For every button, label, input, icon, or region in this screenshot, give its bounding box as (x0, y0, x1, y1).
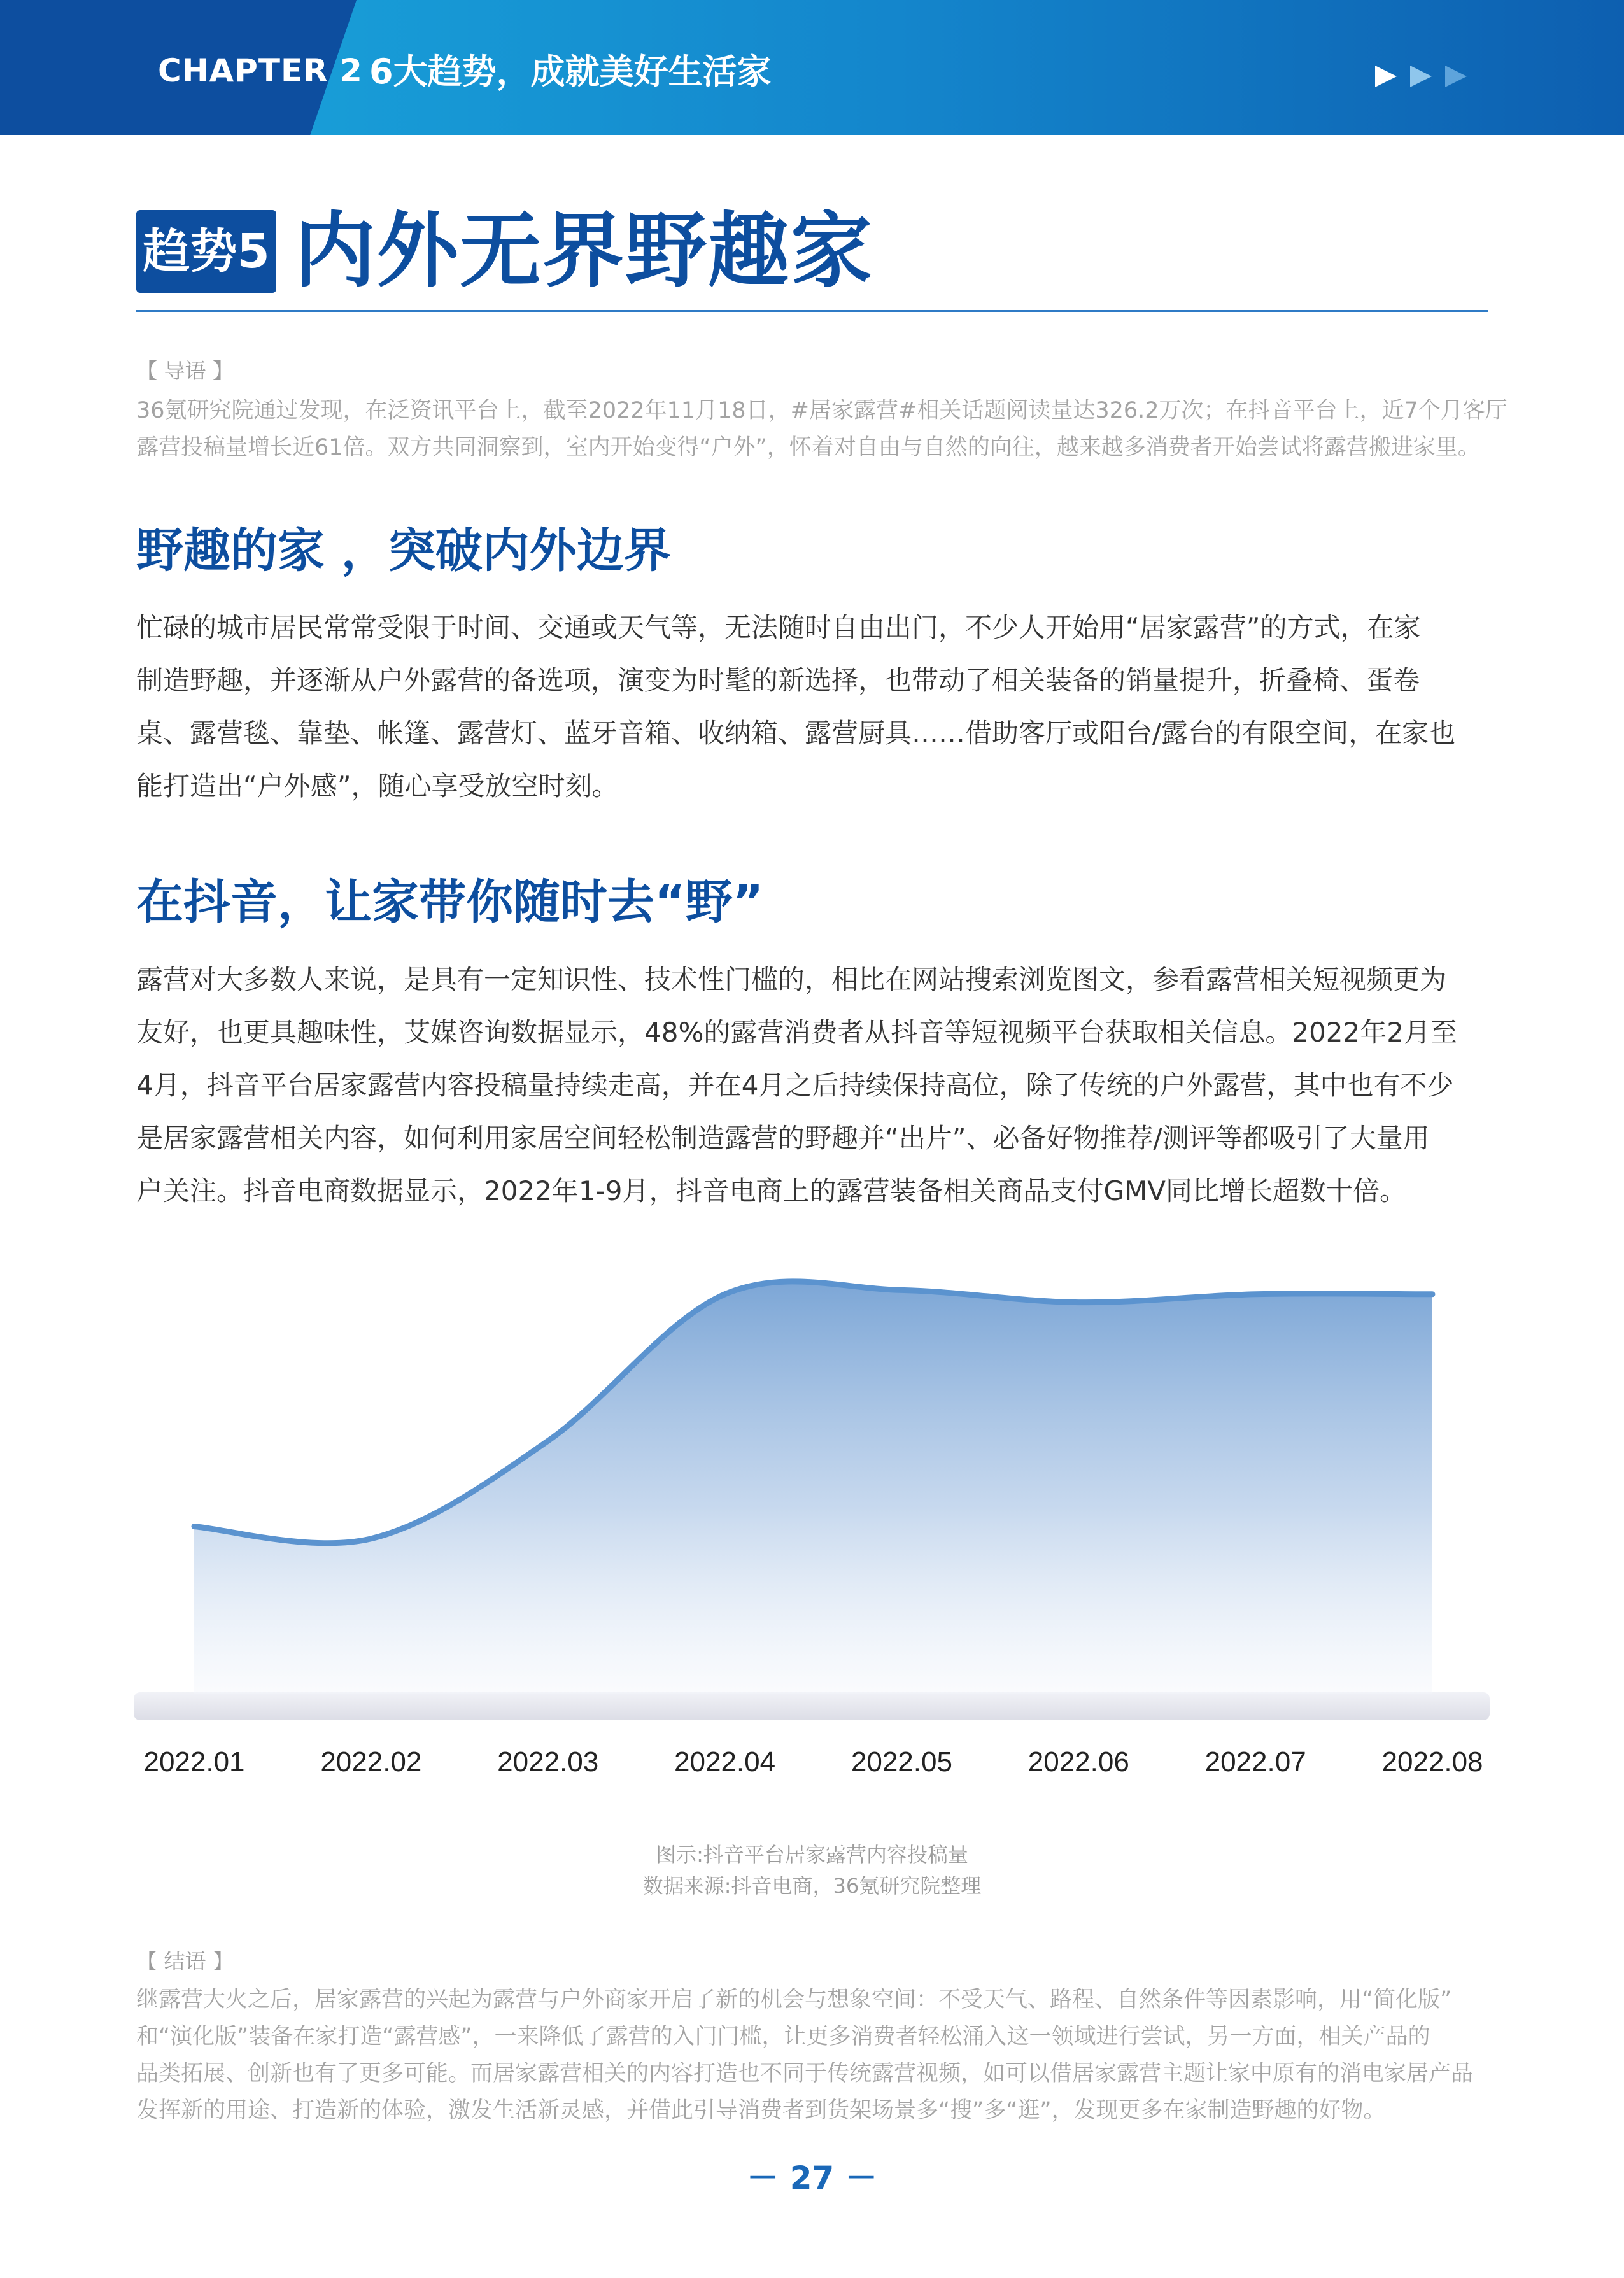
chart-point (1431, 1293, 1434, 1296)
paragraph-line: 是居家露营相关内容，如何利用家居空间轻松制造露营的野趣并“出片”、必备好物推荐/测评等都吸引了大量用 (136, 1122, 1430, 1154)
x-tick-label: 2022.07 (1204, 1746, 1306, 1778)
chart-point (724, 1293, 726, 1296)
header-banner (0, 0, 1624, 135)
chapter-title: 6大趋势，成就美好生活家 (369, 52, 772, 92)
x-tick-label: 2022.06 (1027, 1746, 1129, 1778)
chapter-label: CHAPTER 2 (158, 52, 363, 89)
arrow-icon-1 (1375, 66, 1397, 87)
arrow-icon-2 (1410, 66, 1432, 87)
outro-line: 继露营大火之后，居家露营的兴起为露营与户外商家开启了新的机会与想象空间：不受天气、路程、自然条件等因素影响，用“简化版” (136, 1987, 1452, 2013)
chart-baseline (134, 1692, 1490, 1720)
section-heading: 野趣的家 ，突破内外边界 (136, 523, 671, 578)
chart-point (1077, 1301, 1080, 1304)
paragraph-line: 能打造出“户外感”，随心享受放空时刻。 (136, 770, 619, 802)
chart-source: 数据来源:抖音电商，36氪研究院整理 (642, 1874, 982, 1898)
chart-point (193, 1525, 195, 1528)
intro-line: 36氪研究院通过发现，在泛资讯平台上，截至2022年11月18日，#居家露营#相关话题阅读量达326.2万次；在抖音平台上，近7个月客厅 (136, 398, 1507, 423)
paragraph-line: 友好，也更具趣味性，艾媒咨询数据显示，48%的露营消费者从抖音等短视频平台获取相关信息。2022年2月至 (136, 1017, 1457, 1048)
page-title: 内外无界野趣家 (294, 204, 874, 299)
chart-point (370, 1538, 372, 1540)
area-chart (127, 1248, 1496, 1795)
paragraph-line: 制造野趣，并逐渐从户外露营的备选项，演变为时髦的新选择，也带动了相关装备的销量提升，折叠椅、蛋卷 (136, 665, 1420, 696)
intro-line: 露营投稿量增长近61倍。双方共同洞察到，室内开始变得“户外”，怀着对自由与自然的向往，越来越多消费者开始尝试将露营搬进家里。 (136, 435, 1480, 460)
outro-line: 发挥新的用途、打造新的体验，激发生活新灵感，并借此引导消费者到货架场景多“搜”多“逛”，发现更多在家制造野趣的好物。 (136, 2098, 1386, 2123)
arrows-icon (1375, 64, 1471, 89)
x-tick-label: 2022.05 (851, 1746, 952, 1778)
section-heading: 在抖音，让家带你随时去“野” (136, 875, 764, 930)
paragraph-line: 户关注。抖音电商数据显示，2022年1-9月，抖音电商上的露营装备相关商品支付GMV同比增长超数十倍。 (136, 1175, 1407, 1206)
paragraph-line: 桌、露营毯、靠垫、帐篷、露营灯、蓝牙音箱、收纳箱、露营厨具……借助客厅或阳台/露台的有限空间，在家也 (136, 718, 1456, 749)
arrow-icon-3 (1445, 66, 1467, 87)
x-tick-label: 2022.02 (320, 1746, 422, 1778)
chart-area-fill (194, 1282, 1432, 1694)
intro-label: 【 导语 】 (136, 358, 234, 383)
x-tick-label: 2022.04 (674, 1746, 776, 1778)
trend-badge: 趋势5 (136, 210, 276, 293)
page-number: － 27 － (747, 2160, 877, 2197)
outro-line: 和“演化版”装备在家打造“露营感”，一来降低了露营的入门门槛，让更多消费者轻松涌入这一领域进行尝试，另一方面，相关产品的 (136, 2024, 1430, 2049)
paragraph-line: 4月，抖音平台居家露营内容投稿量持续走高，并在4月之后持续保持高位，除了传统的户外露营，其中也有不少 (136, 1070, 1454, 1101)
chart-point (900, 1289, 903, 1291)
x-tick-label: 2022.01 (143, 1746, 245, 1778)
paragraph-line: 露营对大多数人来说，是具有一定知识性、技术性门槛的，相比在网站搜索浏览图文，参看露营相关短视频更为 (136, 964, 1447, 995)
chart-caption: 图示:抖音平台居家露营内容投稿量 (656, 1843, 968, 1867)
x-tick-label: 2022.08 (1381, 1746, 1483, 1778)
paragraph-line: 忙碌的城市居民常常受限于时间、交通或天气等，无法随时自由出门，不少人开始用“居家露营”的方式，在家 (136, 612, 1421, 643)
chart-point (547, 1440, 549, 1442)
outro-line: 品类拓展、创新也有了更多可能。而居家露营相关的内容打造也不同于传统露营视频，如可以借居家露营主题让家中原有的消电家居产品 (136, 2061, 1474, 2086)
chart-point (1254, 1293, 1257, 1296)
title-divider (136, 310, 1488, 312)
x-tick-label: 2022.03 (497, 1746, 599, 1778)
outro-label: 【 结语 】 (136, 1949, 234, 1974)
